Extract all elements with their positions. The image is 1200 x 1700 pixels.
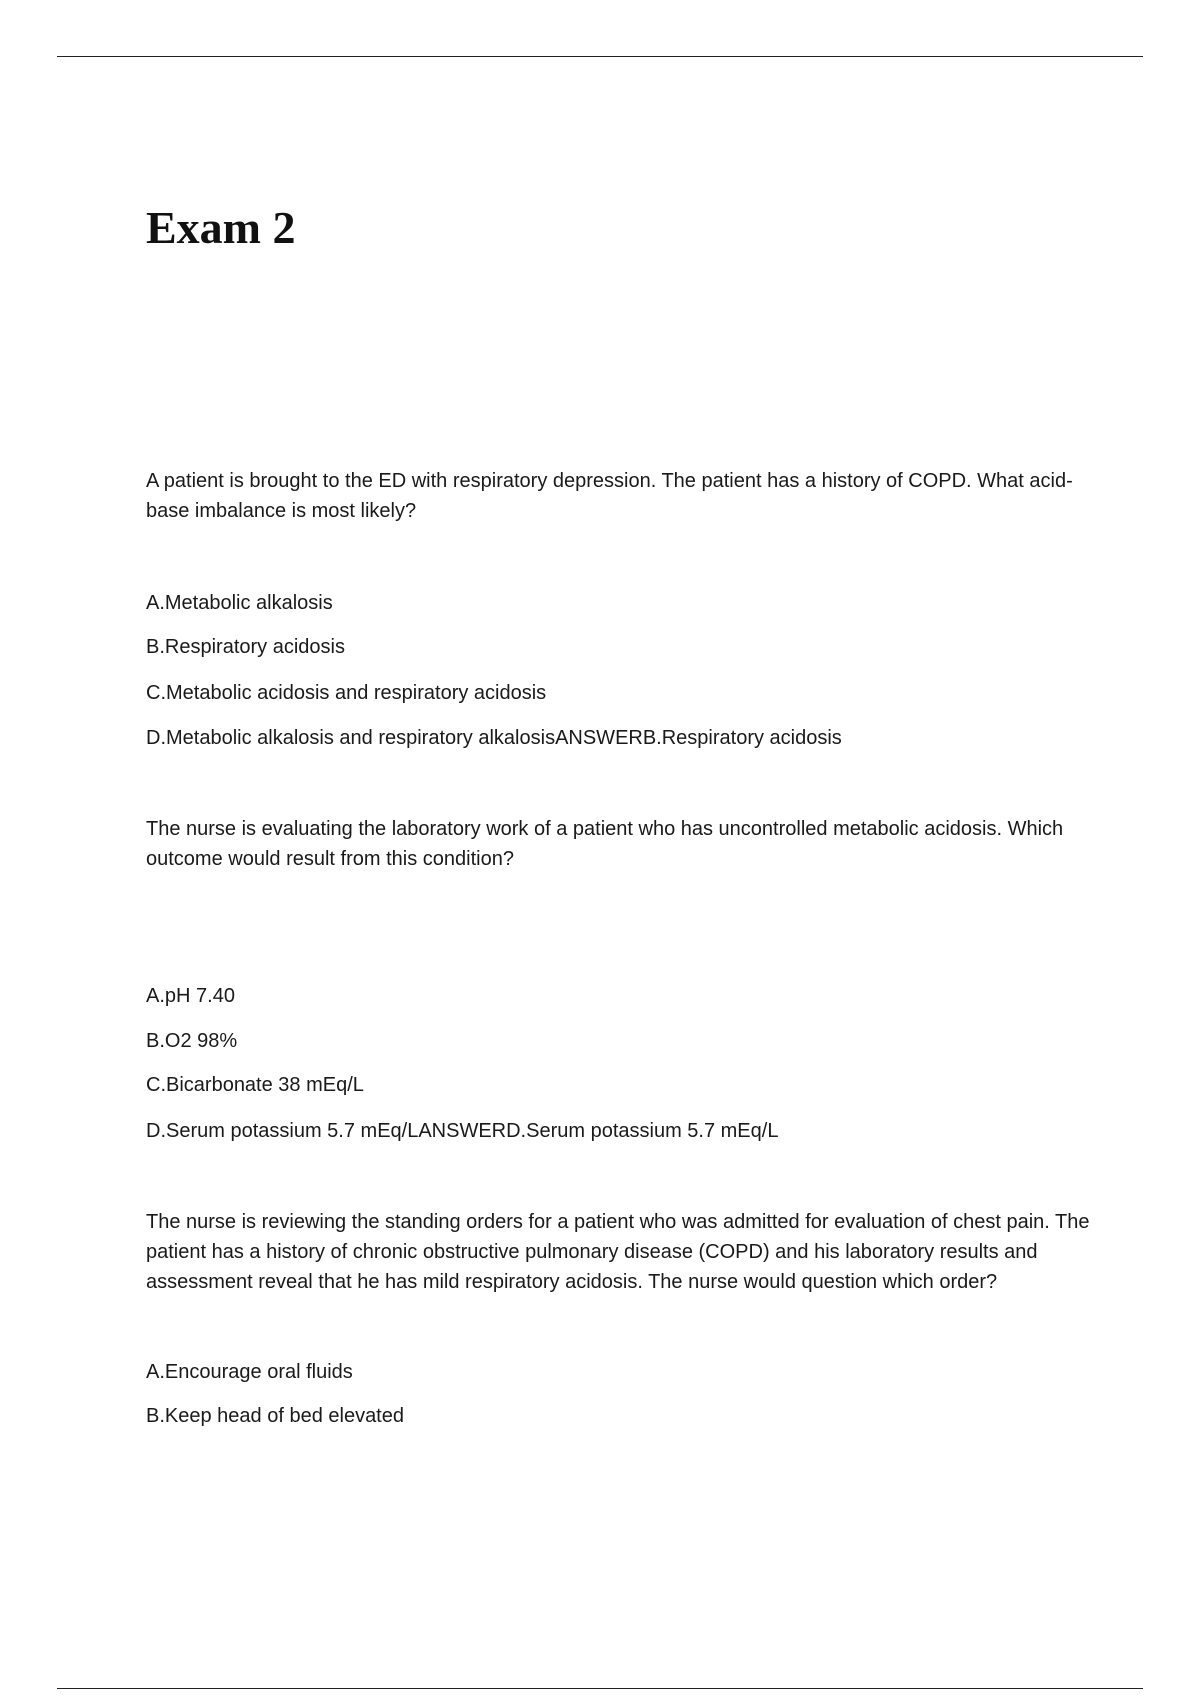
question-3-option-a: A.Encourage oral fluids xyxy=(146,1361,353,1383)
question-2-option-b: B.O2 98% xyxy=(146,1030,238,1052)
page-title: Exam 2 xyxy=(146,202,296,253)
question-1-option-a: A.Metabolic alkalosis xyxy=(146,592,333,614)
question-2-text: The nurse is evaluating the laboratory work of a patient who has uncontrolled metabolic acidosis. Which outcome would result from this condition? xyxy=(146,818,1064,870)
question-1-option-b: B.Respiratory acidosis xyxy=(146,636,345,658)
question-3-text: The nurse is reviewing the standing orders for a patient who was admitted for evaluation of chest pain. The patient has a history of chronic obstructive pulmonary disease (COPD) and his laboratory results and assessment reveal that he has mild respiratory acidosis. The nurse would question which order? xyxy=(146,1211,1090,1293)
question-1-text: A patient is brought to the ED with respiratory depression. The patient has a history of COPD. What acid-base imbalance is most likely? xyxy=(146,470,1073,522)
question-2-option-c: C.Bicarbonate 38 mEq/L xyxy=(146,1074,364,1096)
question-2-option-a: A.pH 7.40 xyxy=(146,985,235,1007)
question-3-option-b: B.Keep head of bed elevated xyxy=(146,1405,404,1427)
question-1-option-d: D.Metabolic alkalosis and respiratory alkalosisANSWERB.Respiratory acidosis xyxy=(146,727,842,749)
question-2-option-d: D.Serum potassium 5.7 mEq/LANSWERD.Serum potassium 5.7 mEq/L xyxy=(146,1120,779,1142)
question-1-option-c: C.Metabolic acidosis and respiratory acidosis xyxy=(146,682,547,704)
header-rule xyxy=(57,56,1143,57)
footer-rule xyxy=(57,1688,1143,1689)
